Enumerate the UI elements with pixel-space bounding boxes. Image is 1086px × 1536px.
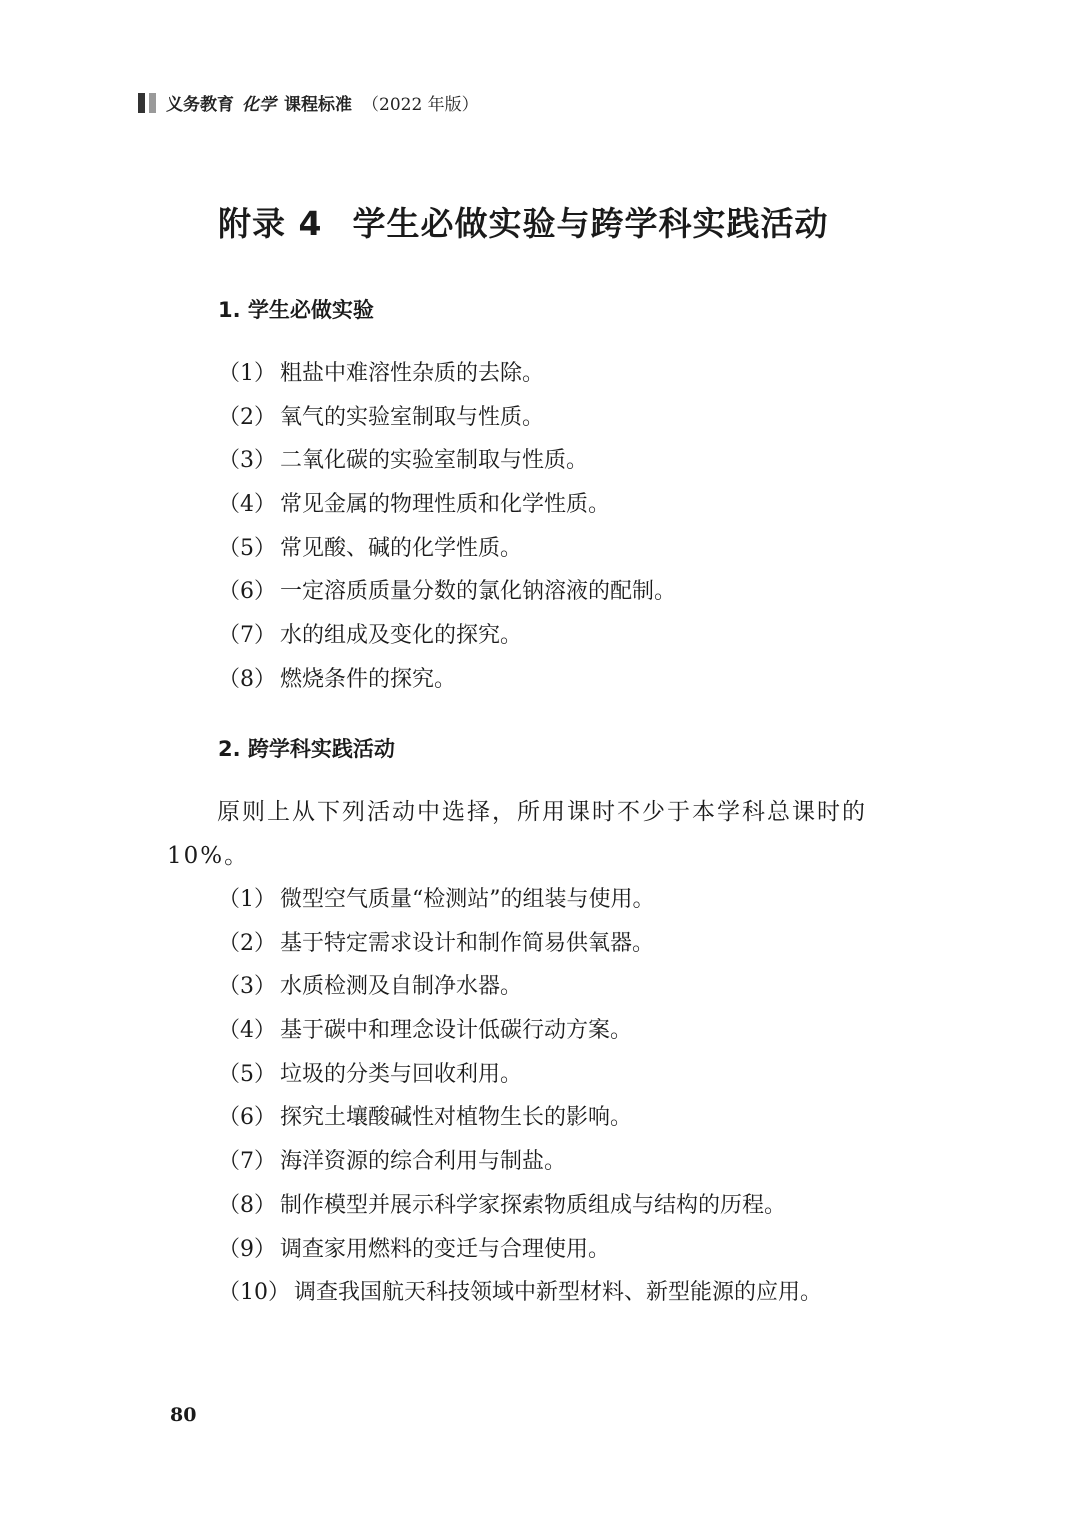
appendix-label: 附录 4 — [218, 204, 323, 243]
list-item: （1） 微型空气质量“检测站”的组装与使用。 — [218, 887, 655, 912]
section-heading-practice: 2. 跨学科实践活动 — [218, 737, 395, 761]
list-item: （4） 常见金属的物理性质和化学性质。 — [218, 492, 611, 518]
list-item: （6） 探究土壤酸碱性对植物生长的影响。 — [218, 1105, 633, 1131]
list-item: （5） 常见酸、碱的化学性质。 — [218, 535, 523, 561]
section-heading-experiments: 1. 学生必做实验 — [218, 298, 374, 322]
list-item: （8） 制作模型并展示科学家探索物质组成与结构的历程。 — [218, 1192, 787, 1218]
list-item: （5） 垃圾的分类与回收利用。 — [218, 1061, 523, 1087]
list-item: （10） 调查我国航天科技领域中新型材料、新型能源的应用。 — [218, 1280, 823, 1306]
list-item: （2） 基于特定需求设计和制作简易供氧器。 — [218, 930, 655, 956]
list-item: （9） 调查家用燃料的变迁与合理使用。 — [218, 1236, 611, 1262]
header-subject: 化学 — [242, 95, 276, 115]
header-edition: （2022 年版） — [362, 95, 479, 115]
running-header — [138, 90, 479, 115]
list-item: （7） 海洋资源的综合利用与制盐。 — [218, 1149, 567, 1175]
list-item: （3） 水质检测及自制净水器。 — [218, 974, 523, 1000]
list-item: （2） 氧气的实验室制取与性质。 — [218, 404, 545, 430]
experiments-list — [218, 352, 676, 702]
list-item: （3） 二氧化碳的实验室制取与性质。 — [218, 448, 589, 474]
page-number: 80 — [170, 1404, 197, 1426]
list-item: （1） 粗盐中难溶性杂质的去除。 — [218, 361, 545, 386]
list-item: （6） 一定溶质质量分数的氯化钠溶液的配制。 — [218, 579, 677, 605]
practice-list — [218, 878, 822, 1315]
list-item: （7） 水的组成及变化的探究。 — [218, 623, 523, 649]
header-series: 义务教育 — [166, 95, 234, 115]
page-title — [218, 198, 828, 245]
appendix-title: 学生必做实验与跨学科实践活动 — [352, 204, 829, 243]
header-book: 课程标准 — [284, 95, 352, 115]
list-item: （8） 燃烧条件的探究。 — [218, 666, 457, 692]
list-item: （4） 基于碳中和理念设计低碳行动方案。 — [218, 1018, 633, 1044]
practice-intro: 原则上从下列活动中选择，所用课时不少于本学科总课时的 10%。 — [167, 799, 867, 869]
header-bar-icon — [138, 93, 156, 113]
